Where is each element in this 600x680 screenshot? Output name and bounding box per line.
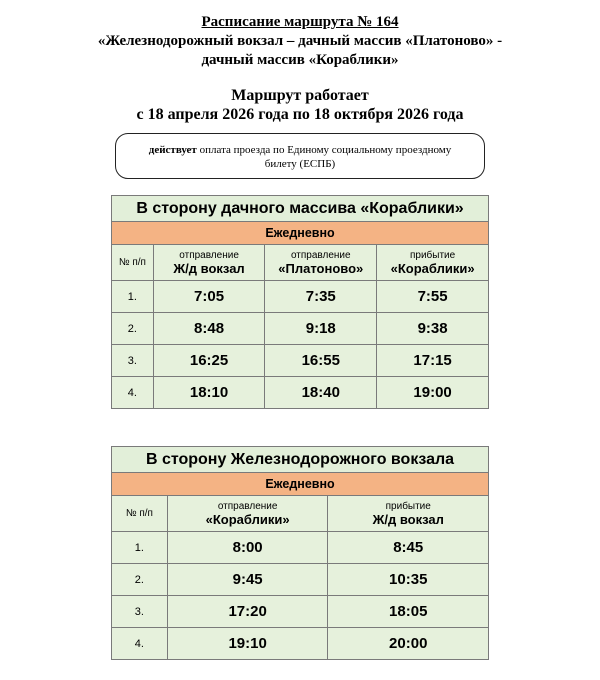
time-cell: 18:40 bbox=[265, 377, 377, 409]
time-cell: 8:00 bbox=[167, 532, 328, 564]
schedule-table-to-korabliki bbox=[111, 195, 489, 409]
table1-num-header: № п/п bbox=[112, 245, 154, 281]
notice-line2: билету (ЕСПБ) bbox=[264, 158, 336, 170]
row-number: 3. bbox=[112, 596, 168, 628]
time-cell: 19:10 bbox=[167, 628, 328, 660]
col-sub-label: прибытие bbox=[409, 250, 456, 261]
table-row bbox=[112, 281, 489, 313]
table-row bbox=[112, 596, 489, 628]
schedule-title: Расписание маршрута № 164 bbox=[201, 14, 399, 30]
table-row bbox=[112, 532, 489, 564]
table2-direction-title: В сторону Железнодорожного вокзала bbox=[112, 447, 489, 473]
time-cell: 18:05 bbox=[328, 596, 489, 628]
row-number: 4. bbox=[112, 628, 168, 660]
row-number: 2. bbox=[112, 313, 154, 345]
col-sub-label: отправление bbox=[217, 501, 278, 512]
time-cell: 7:35 bbox=[265, 281, 377, 313]
row-number: 2. bbox=[112, 564, 168, 596]
notice-bold: действует bbox=[148, 144, 197, 156]
time-cell: 20:00 bbox=[328, 628, 489, 660]
row-number: 3. bbox=[112, 345, 154, 377]
col-sub-label: прибытие bbox=[385, 501, 431, 512]
col-stop-name: «Кораблики» bbox=[205, 512, 290, 527]
table1-direction-title: В сторону дачного массива «Кораблики» bbox=[112, 196, 489, 222]
time-cell: 7:05 bbox=[153, 281, 265, 313]
table-row bbox=[112, 564, 489, 596]
row-number: 1. bbox=[112, 532, 168, 564]
table1-col-header bbox=[265, 245, 377, 281]
col-stop-name: «Платоново» bbox=[278, 261, 364, 276]
time-cell: 7:55 bbox=[377, 281, 489, 313]
time-cell: 17:20 bbox=[167, 596, 328, 628]
table2-col-header bbox=[167, 496, 328, 532]
route-name-line1: «Железнодорожный вокзал – дачный массив «Платоново» - bbox=[97, 33, 503, 49]
table1-daily-label: Ежедневно bbox=[112, 222, 489, 245]
time-cell: 10:35 bbox=[328, 564, 489, 596]
time-cell: 8:48 bbox=[153, 313, 265, 345]
table2-col-header bbox=[328, 496, 489, 532]
table-row bbox=[112, 345, 489, 377]
time-cell: 9:18 bbox=[265, 313, 377, 345]
table2-num-header: № п/п bbox=[112, 496, 168, 532]
col-stop-name: «Кораблики» bbox=[390, 261, 475, 276]
time-cell: 18:10 bbox=[153, 377, 265, 409]
time-cell: 16:55 bbox=[265, 345, 377, 377]
row-number: 4. bbox=[112, 377, 154, 409]
table-row bbox=[112, 628, 489, 660]
table1-col-header bbox=[153, 245, 265, 281]
time-cell: 19:00 bbox=[377, 377, 489, 409]
row-number: 1. bbox=[112, 281, 154, 313]
time-cell: 9:38 bbox=[377, 313, 489, 345]
notice-line1: оплата проезда по Единому социальному проездному bbox=[199, 144, 452, 156]
table-row bbox=[112, 377, 489, 409]
table-row bbox=[112, 313, 489, 345]
time-cell: 16:25 bbox=[153, 345, 265, 377]
schedule-table-to-station bbox=[111, 446, 489, 660]
col-sub-label: отправление bbox=[179, 250, 239, 261]
col-stop-name: Ж/д вокзал bbox=[372, 512, 444, 527]
col-stop-name: Ж/д вокзал bbox=[173, 261, 245, 276]
time-cell: 9:45 bbox=[167, 564, 328, 596]
table2-daily-label: Ежедневно bbox=[112, 473, 489, 496]
fare-notice bbox=[115, 133, 485, 179]
table1-col-header bbox=[377, 245, 489, 281]
operation-label: Маршрут работает bbox=[231, 87, 369, 104]
time-cell: 8:45 bbox=[328, 532, 489, 564]
col-sub-label: отправление bbox=[290, 250, 351, 261]
time-cell: 17:15 bbox=[377, 345, 489, 377]
route-name-line2: дачный массив «Кораблики» bbox=[201, 52, 399, 68]
operation-period: с 18 апреля 2026 года по 18 октября 2026 года bbox=[136, 106, 464, 123]
